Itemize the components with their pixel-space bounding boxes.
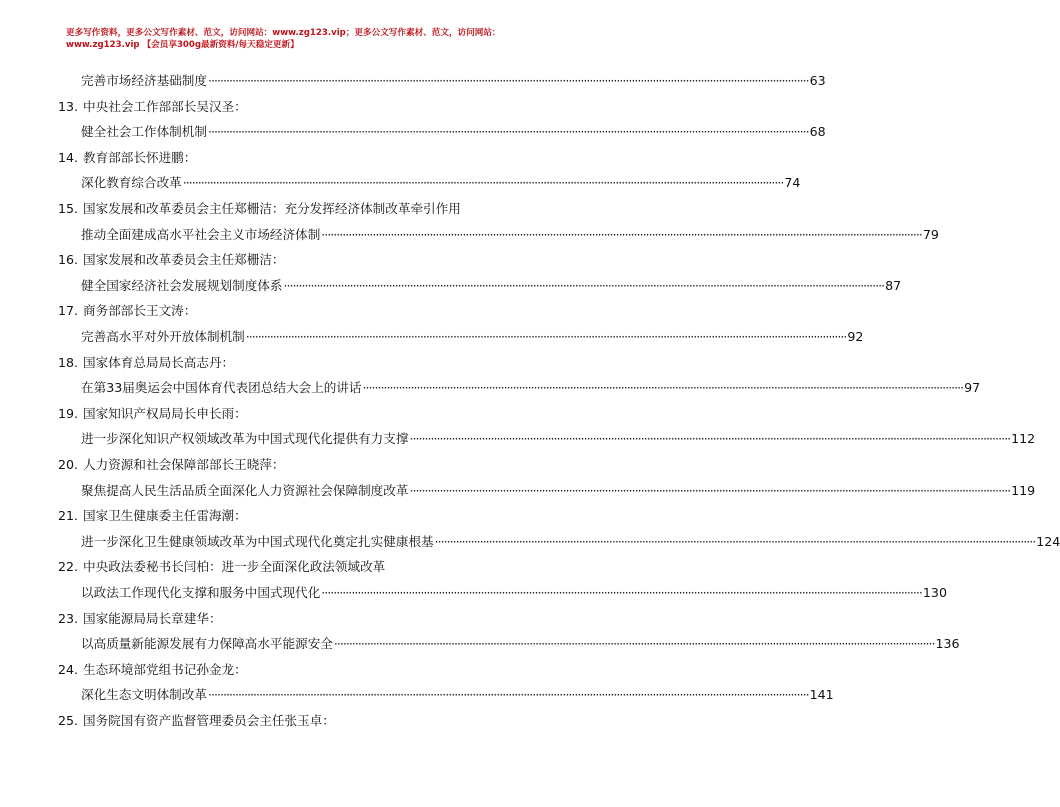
toc-leader-dots: ········································································································································································································ [321,585,922,600]
toc-entry-line [0,172,801,194]
toc-entry-line [0,70,826,92]
toc-item-number: 25. [58,713,79,728]
toc-entry [81,480,1036,502]
toc-entry-title: 深化教育综合改革 [81,175,182,191]
toc-entry [81,428,1036,450]
toc-entry [81,172,801,194]
toc-leader-dots: ········································································································································································································ [245,329,847,344]
toc-leader-dots: ········································································································································································································ [207,73,809,88]
toc-item-heading: 中央政法委秘书长闫柏：进一步全面深化政法领域改革 [83,559,386,575]
toc-entry-line [0,377,981,399]
toc-leader-dots: ········································································································································································································ [409,431,1011,447]
toc-item-number: 23. [58,610,79,626]
toc-page-number: 92 [847,329,864,344]
toc-item-number: 18. [58,354,79,370]
toc-heading-line [0,608,570,630]
toc-heading-line [0,96,570,118]
toc-leader-dots: ········································································································································································································ [333,636,935,652]
toc-item-heading: 国家知识产权局局长申长雨： [83,405,247,421]
toc-leader-dots: ········································································································································································································ [321,226,922,242]
toc-item-number: 24. [58,661,79,677]
toc-item-heading: 国家体育总局局长高志丹： [83,354,235,370]
toc-heading-line [0,198,570,220]
toc-page-number: 119 [1011,482,1036,498]
toc-entry [81,275,902,297]
toc-entry-line [0,633,960,655]
toc-leader-dots: ········································································································································································································ [182,175,784,191]
toc-entry-title: 以高质量新能源发展有力保障高水平能源安全 [81,636,333,652]
toc-entry-line [0,275,902,297]
toc-entry-title: 健全社会工作体制机制 [81,124,207,140]
toc-item-heading: 生态环境部党组书记孙金龙： [83,661,247,677]
toc-item-number: 19. [58,405,79,421]
toc-entry-title: 完善高水平对外开放体制机制 [81,329,245,344]
toc-entry [81,633,960,655]
toc-page-number: 68 [809,124,826,140]
toc-item-heading: 人力资源和社会保障部部长王晓萍： [83,457,285,472]
toc-entry-line [0,121,826,143]
toc-page-number: 141 [809,687,834,703]
toc-item-number: 14. [58,149,79,165]
toc-entry-line [0,684,834,706]
toc-page-number: 74 [784,175,801,191]
toc-heading-line [0,556,570,578]
toc-entry [81,531,1060,553]
toc-entry-line [0,326,864,348]
toc-entry [81,582,947,604]
toc-item-heading: 国家卫生健康委主任雷海潮： [83,508,247,524]
toc-entry-line [0,531,1060,553]
toc-heading-line [0,300,570,322]
toc-entry-title: 健全国家经济社会发展规划制度体系 [81,277,283,293]
toc-page-number: 63 [809,73,826,88]
toc-entry-title: 完善市场经济基础制度 [81,73,207,88]
toc-entry-title: 以政法工作现代化支撑和服务中国式现代化 [81,585,321,600]
toc-heading-line [0,454,570,476]
toc-entry-title: 深化生态文明体制改革 [81,687,207,703]
toc-page-number: 124 [1036,533,1060,549]
toc-heading-line [0,403,570,425]
toc-item-number: 20. [58,457,79,472]
toc-item-heading: 中央社会工作部部长吴汉圣： [83,98,247,114]
toc-page-number: 87 [885,277,902,293]
toc-page-number: 79 [922,226,939,242]
toc-item-heading: 国家发展和改革委员会主任郑栅洁：充分发挥经济体制改革牵引作用 [83,201,461,216]
toc-entry [81,224,939,246]
toc-entry-title: 推动全面建成高水平社会主义市场经济体制 [81,226,321,242]
toc-page-number: 112 [1011,431,1036,447]
toc-leader-dots: ········································································································································································································ [207,687,809,703]
toc-item-number: 15. [58,201,79,216]
toc-entry [81,121,826,143]
toc-entry [81,70,826,92]
toc-entry-line [0,582,947,604]
toc-entry-title: 进一步深化卫生健康领域改革为中国式现代化奠定扎实健康根基 [81,533,434,549]
promo-banner [66,27,506,51]
toc-heading-line [0,505,570,527]
toc-item-heading: 教育部部长怀进鹏： [83,149,197,165]
toc-page-number: 97 [964,380,981,396]
toc-heading-line [0,352,570,374]
toc-page-number: 136 [935,636,960,652]
toc-leader-dots: ········································································································································································································ [362,380,964,396]
toc-leader-dots: ········································································································································································································ [434,533,1036,549]
toc-entry-line [0,428,1036,450]
toc-entry [81,377,981,399]
toc-heading-line [0,147,570,169]
toc-item-number: 21. [58,508,79,524]
toc-item-heading: 商务部部长王文涛： [83,303,197,319]
toc-heading-line [0,710,570,732]
toc-item-number: 22. [58,559,79,575]
toc-entry [81,684,834,706]
toc-item-number: 17. [58,303,79,319]
toc-entry-line [0,224,939,246]
toc-heading-line [0,249,570,271]
promo-banner-line-1: 更多写作资料，更多公文写作素材、范文，访问网站：www.zg123.vip；更多公文写作素材、范文，访问网站： [66,28,501,38]
toc-entry-title: 聚焦提高人民生活品质全面深化人力资源社会保障制度改革 [81,482,409,498]
toc-entry [81,326,864,348]
toc-item-number: 13. [58,98,79,114]
toc-leader-dots: ········································································································································································································ [409,482,1011,498]
toc-entry-title: 在第33届奥运会中国体育代表团总结大会上的讲话 [81,380,362,396]
toc-item-heading: 国家发展和改革委员会主任郑栅洁： [83,252,285,268]
promo-banner-line-2: www.zg123.vip 【会员享300g最新资料/每天稳定更新】 [66,40,299,50]
toc-leader-dots: ········································································································································································································ [283,277,885,293]
toc-heading-line [0,659,570,681]
toc-page-number: 130 [922,585,947,600]
toc-entry-line [0,480,1036,502]
toc-item-heading: 国家能源局局长章建华： [83,610,222,626]
toc-entry-title: 进一步深化知识产权领域改革为中国式现代化提供有力支撑 [81,431,409,447]
toc-item-number: 16. [58,252,79,268]
toc-item-heading: 国务院国有资产监督管理委员会主任张玉卓： [83,713,335,728]
toc-leader-dots: ········································································································································································································ [207,124,809,140]
